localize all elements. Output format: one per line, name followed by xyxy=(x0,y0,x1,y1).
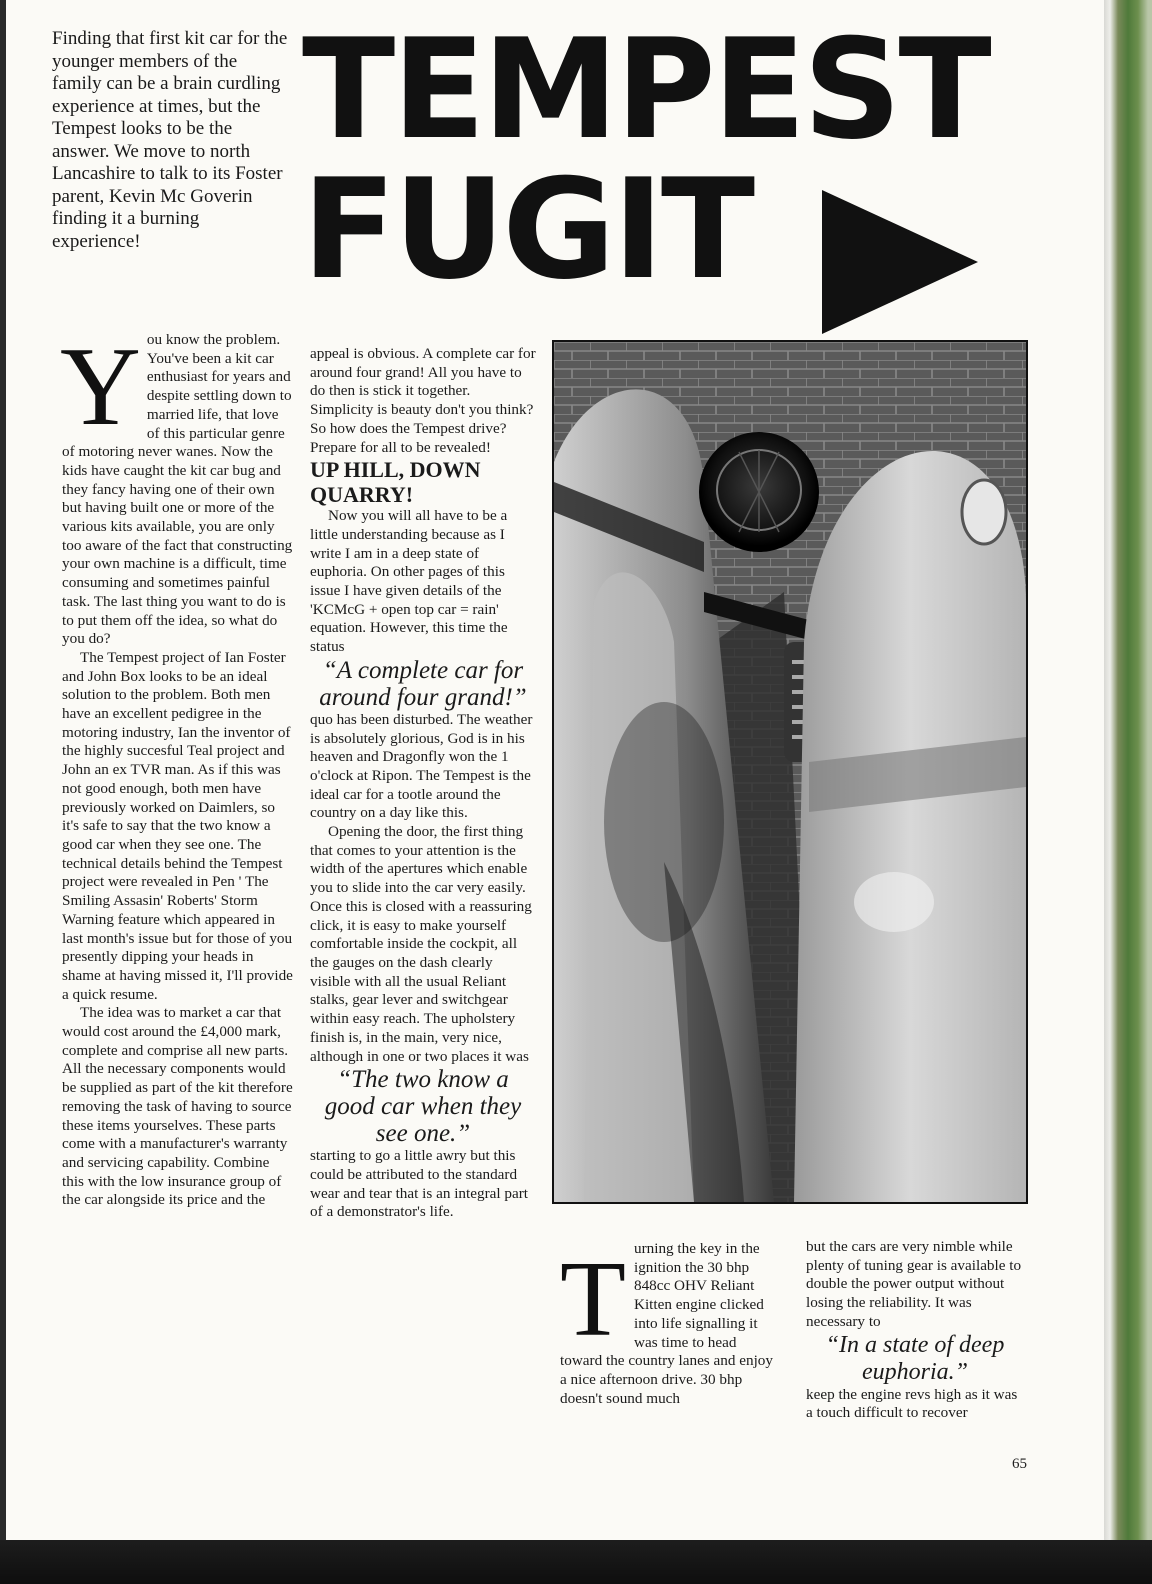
pull-quote: “In a state of deep euphoria.” xyxy=(825,1331,1005,1385)
paragraph: Opening the door, the first thing that comes to your attention is the width of the apertures which enable you to slide into the car very easily. Once this is closed with a reassuring click, it is easy to make yourself comfortable inside the cockpit, all the gauges on the dash clearly visible with all the usual Reliant stalks, gear lever and switchgear within easy reach. The upholstery finish is, in the main, very nice, although in one or two places it was xyxy=(310,823,532,1065)
headline xyxy=(302,9,1042,310)
paragraph: starting to go a little awry but this could be attributed to the standard wear and tear that is an integral part of a demonstrator's life. xyxy=(310,1147,529,1221)
pull-quote: “A complete car for around four grand!” xyxy=(319,656,527,711)
paragraph: The idea was to market a car that would cost around the £4,000 mark, complete and comprise all new parts. All the necessary components would be supplied as part of the kit therefore removing the task of having to source these items yourselves. These parts come with a manufacturer's warranty and servicing capability. Combine this with the low insurance group of the car alongside its price and the xyxy=(62,1004,293,1209)
article-column-1 xyxy=(60,325,294,1210)
section-subhead: UP HILL, DOWN QUARRY! xyxy=(310,457,481,508)
drop-cap: Y xyxy=(60,325,141,449)
paragraph: quo has been disturbed. The weather is absolutely glorious, God is in his heaven and Dragonfly won the 1 o'clock at Ripon. The Tempest is the ideal car for a tootle around the country on a day like this. xyxy=(310,710,533,822)
headline-line-2: FUGIT xyxy=(302,149,753,310)
pull-quote: “The two know a good car when they see one.” xyxy=(324,1066,522,1148)
paragraph: keep the engine revs high as it was a touch difficult to recover xyxy=(806,1385,1018,1422)
article-column-2 xyxy=(310,345,536,1222)
paragraph: You know the problem. You've been a kit car enthusiast for years and despite settling down to married life, that love of this particular genre of motoring never wanes. Now the kids have caught the kit car bug and they fancy having one of their own but having built one or more of the various kits available, you are only too aware of the fact that constructing your own machine is a difficult, time consuming and sometimes painful task. The last thing you want to do is to put them off the idea, so what do you do? xyxy=(60,325,293,648)
triangle-arrow-icon xyxy=(822,190,978,334)
paragraph: Now you will all have to be a little understanding because as I write I am in a deep state of euphoria. On other pages of this issue I have given details of the 'KCMcG + open top car = rain' equation. However, this time the status xyxy=(310,507,508,656)
binding-edge xyxy=(1104,0,1152,1584)
page-number: 65 xyxy=(1012,1456,1027,1472)
article-column-4 xyxy=(806,1238,1024,1423)
headline-line-1: TEMPEST xyxy=(302,9,989,170)
article-column-3 xyxy=(560,1240,778,1408)
paragraph: appeal is obvious. A complete car for around four grand! All you have to do then is stick it together. Simplicity is beauty don't you think? So how does the Tempest drive? Prepare for all to be revealed! xyxy=(310,345,536,456)
paragraph: but the cars are very nimble while plenty of tuning gear is available to double the power output without losing the reliability. It was necessary to xyxy=(806,1238,1022,1330)
intro-standfirst: Finding that first kit car for the younger members of the family can be a brain curdling experience at times, but the Tempest looks to be the answer. We move to north Lancashire to talk to its Foster parent, Kevin Mc Goverin finding it a burning experience! xyxy=(52,28,288,252)
magazine-page xyxy=(6,0,1104,1540)
scanner-bottom-edge xyxy=(0,1540,1152,1584)
paragraph: The Tempest project of Ian Foster and John Box looks to be an ideal solution to the problem. Both men have an excellent pedigree in the motoring industry, Ian the inventor of the highly succesful Teal project and John an ex TVR man. As if this was not good enough, both men have previously worked on Daimlers, so it's safe to say that the two know a good car when they see one. The technical details behind the Tempest project were revealed in Pen ' The Smiling Assasin' Roberts' Storm Warning feature which appeared in last month's issue but for those of you presently dipping your heads in shame at having missed it, I'll provide a quick resume. xyxy=(62,648,293,1003)
paragraph: T urning the key in the ignition the 30 bhp 848cc OHV Reliant Kitten engine clicked into life signalling it was time to head toward the country lanes and enjoy a nice afternoon drive. 30 bhp doesn't sound much xyxy=(560,1240,773,1407)
drop-cap: T xyxy=(560,1240,626,1359)
car-photo xyxy=(552,340,1028,1204)
